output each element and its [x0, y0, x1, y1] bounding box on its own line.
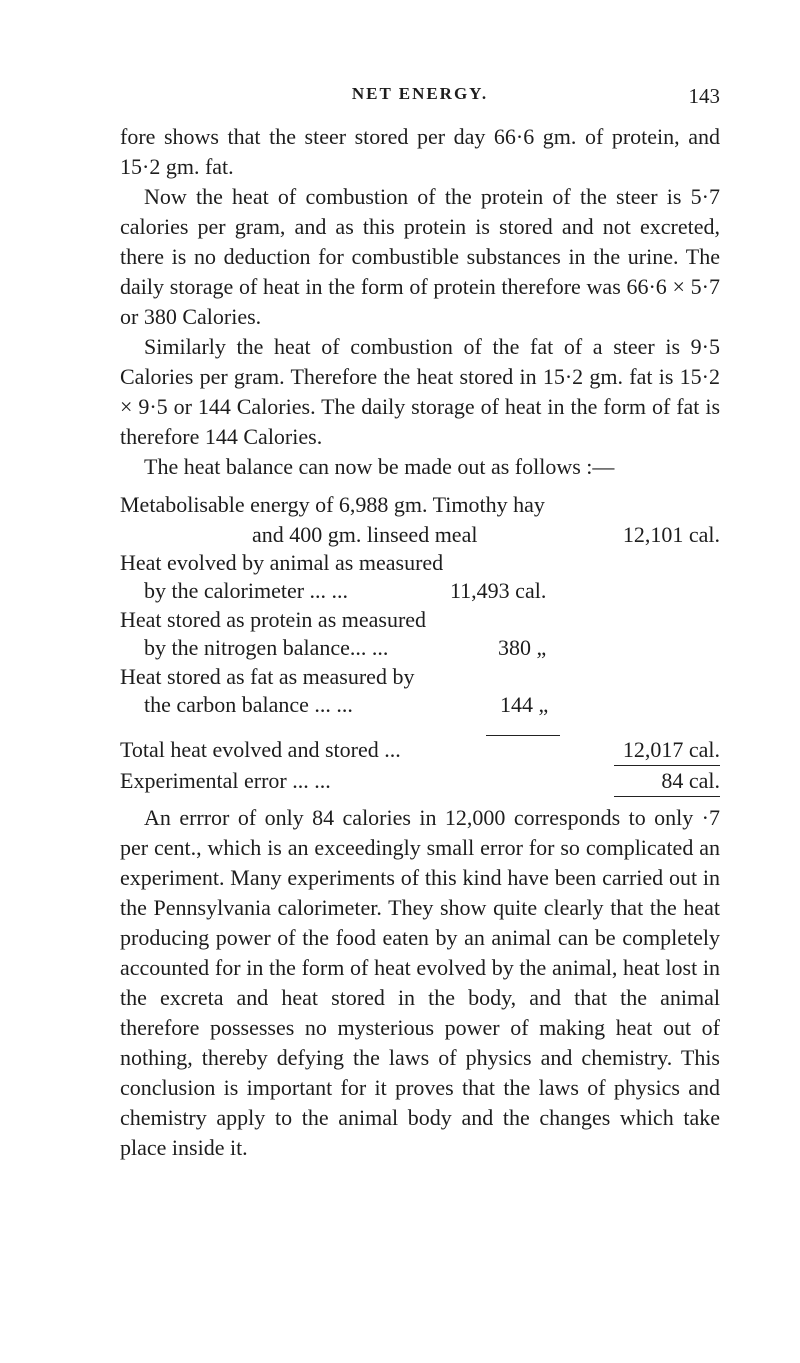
- paragraph-continuation: fore shows that the steer stored per day 66·6 gm. of protein, and 15·2 gm. fat.: [120, 124, 720, 179]
- error-rule: [614, 796, 720, 797]
- total-value: 12,017 cal.: [622, 737, 720, 762]
- fat-value: 144 „: [500, 692, 549, 717]
- paragraph-fat-combustion: Similarly the heat of combustion of the fat of a steer is 9·5 Calories per gram. Therefore the heat stored in 15·2 gm. fat is 15·2 × 9·5 or 144 Calories. The daily storage of heat in the form of fat is therefore 144 Calories.: [120, 334, 720, 449]
- metabolisable-value: 12,101 cal.: [622, 522, 720, 547]
- error-value: 84 cal.: [661, 768, 720, 793]
- evolved-value: 11,493 cal.: [450, 578, 547, 603]
- metabolisable-label-line1: Metabolisable energy of 6,988 gm. Timothy hay: [120, 492, 545, 517]
- paragraph-conclusion: An errror of only 84 calories in 12,000 corresponds to only ·7 per cent., which is an exceedingly small error for so complicated an experiment. Many experiments of this kind have been carried out in the Pennsylvania calorimeter. They show quite clearly that the heat producing power of the food eaten by an animal can be completely accounted for in the form of heat evolved by the animal, heat lost in the excreta and heat stored in the body, and that the animal therefore possesses no mysterious power of making heat out of nothing, thereby defying the laws of physics and chemistry. This conclusion is important for it proves that the laws of physics and chemistry apply to the animal body and the changes which take place inside it.: [120, 805, 720, 1160]
- page-body: [120, 122, 720, 1163]
- protein-label-line1: Heat stored as protein as measured: [120, 607, 427, 632]
- heat-balance-table: [120, 490, 720, 735]
- running-title: NET ENERGY.: [351, 84, 489, 103]
- paragraph-protein-combustion: Now the heat of combustion of the protein of the steer is 5·7 calories per gram, and as this protein is stored and not excreted, there is no deduction for combustible substances in the urine. The daily storage of heat in the form of protein therefore was 66·6 × 5·7 or 380 Calories.: [120, 184, 720, 329]
- evolved-label-line1: Heat evolved by animal as measured: [120, 550, 444, 575]
- metabolisable-label-line2: and 400 gm. linseed meal: [252, 522, 478, 547]
- heat-balance-totals: [120, 735, 720, 797]
- page-header: [120, 84, 720, 114]
- error-label: Experimental error ... ...: [120, 768, 331, 793]
- paragraph-balance-intro: The heat balance can now be made out as follows :—: [144, 454, 615, 479]
- fat-label-line2: the carbon balance ... ...: [144, 692, 353, 717]
- total-label: Total heat evolved and stored ...: [120, 737, 401, 762]
- subtotal-rule: [486, 735, 560, 736]
- protein-value: 380 „: [498, 635, 547, 660]
- protein-label-line2: by the nitrogen balance... ...: [144, 635, 389, 660]
- page-number: 143: [688, 84, 720, 108]
- fat-label-line1: Heat stored as fat as measured by: [120, 664, 415, 689]
- evolved-label-line2: by the calorimeter ... ...: [144, 578, 349, 603]
